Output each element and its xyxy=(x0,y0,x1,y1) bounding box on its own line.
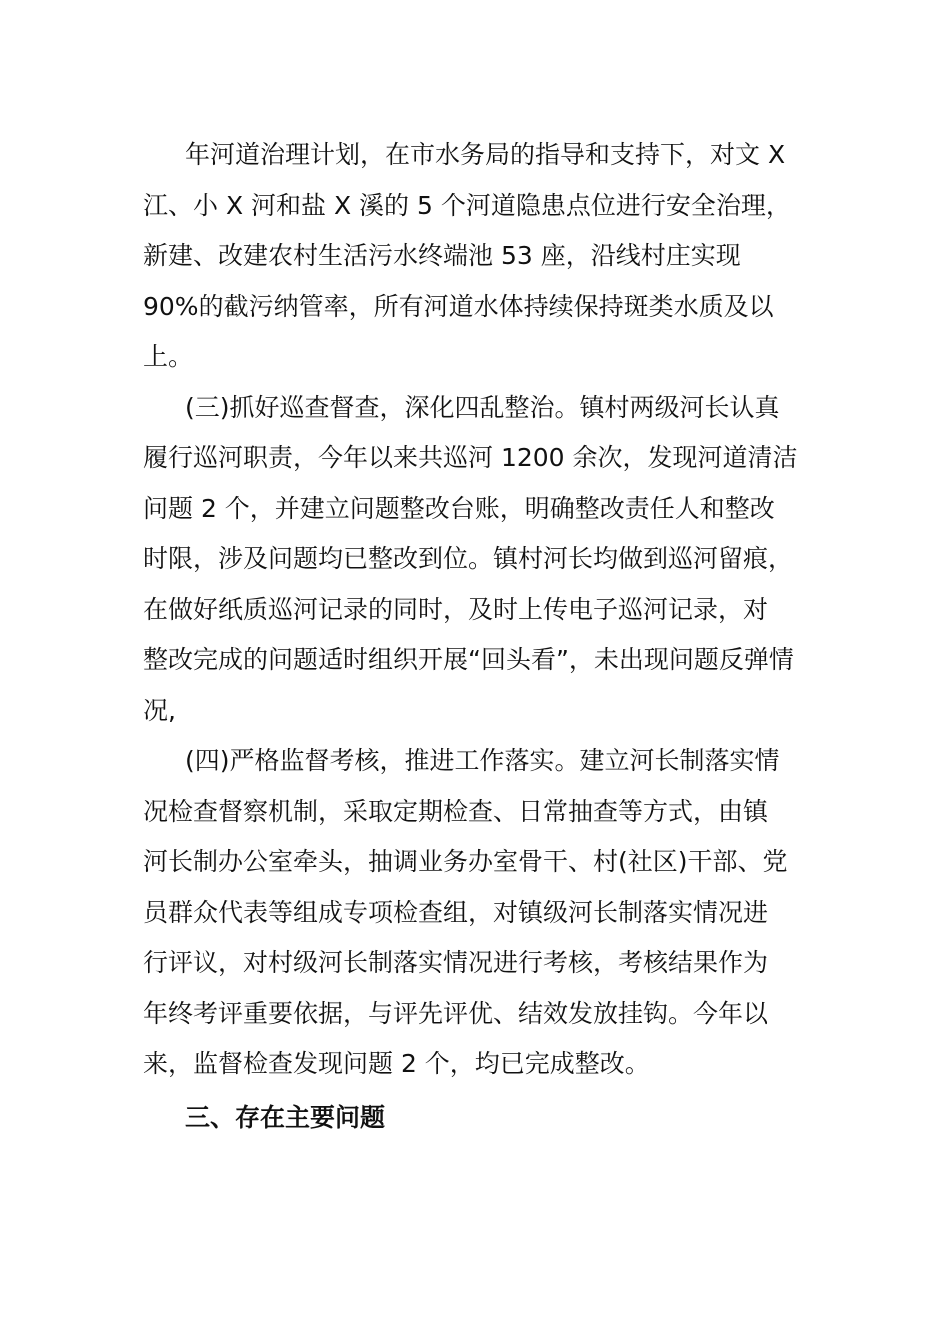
paragraph-line: 年河道治理计划，在市水务局的指导和支持下，对文 X xyxy=(185,140,786,169)
paragraph-line: 员群众代表等组成专项检查组，对镇级河长制落实情况进 xyxy=(143,897,769,927)
paragraph-line: 问题 2 个，并建立问题整改台账，明确整改责任人和整改 xyxy=(143,493,775,523)
paragraph-line: 时限，涉及问题均已整改到位。镇村河长均做到巡河留痕， xyxy=(143,544,794,573)
paragraph-line: (四)严格监督考核，推进工作落实。建立河长制落实情 xyxy=(185,746,780,775)
paragraph-line: (三)抓好巡查督查，深化四乱整治。镇村两级河长认真 xyxy=(185,392,780,422)
paragraph-line: 年终考评重要依据，与评先评优、结效发放挂钩。今年以 xyxy=(143,998,769,1028)
paragraph-line: 河长制办公室牵头，抽调业务办室骨干、村(社区)干部、党 xyxy=(143,847,788,876)
paragraph-line: 行评议，对村级河长制落实情况进行考核，考核结果作为 xyxy=(143,948,769,977)
paragraph-line: 上。 xyxy=(143,342,194,371)
paragraph-line: 江、小 X 河和盐 X 溪的 5 个河道隐患点位进行安全治理， xyxy=(143,190,791,220)
paragraph-line: 况, xyxy=(143,695,176,725)
paragraph-line: 履行巡河职责，今年以来共巡河 1200 余次，发现河道清洁 xyxy=(143,443,798,472)
paragraph-line: 来，监督检查发现问题 2 个，均已完成整改。 xyxy=(143,1049,650,1078)
paragraph-line: 整改完成的问题适时组织开展“回头看”，未出现问题反弹情 xyxy=(143,645,794,674)
section-heading: 三、存在主要问题 xyxy=(185,1102,386,1132)
paragraph-line: 新建、改建农村生活污水终端池 53 座，沿线村庄实现 xyxy=(143,241,741,270)
paragraph-line: 90%的截污纳管率，所有河道水体持续保持斑类水质及以 xyxy=(143,291,774,321)
paragraph-line: 在做好纸质巡河记录的同时，及时上传电子巡河记录，对 xyxy=(143,594,769,624)
paragraph-line: 况检查督察机制，采取定期检查、日常抽查等方式，由镇 xyxy=(143,796,769,826)
document-body xyxy=(143,130,815,1143)
